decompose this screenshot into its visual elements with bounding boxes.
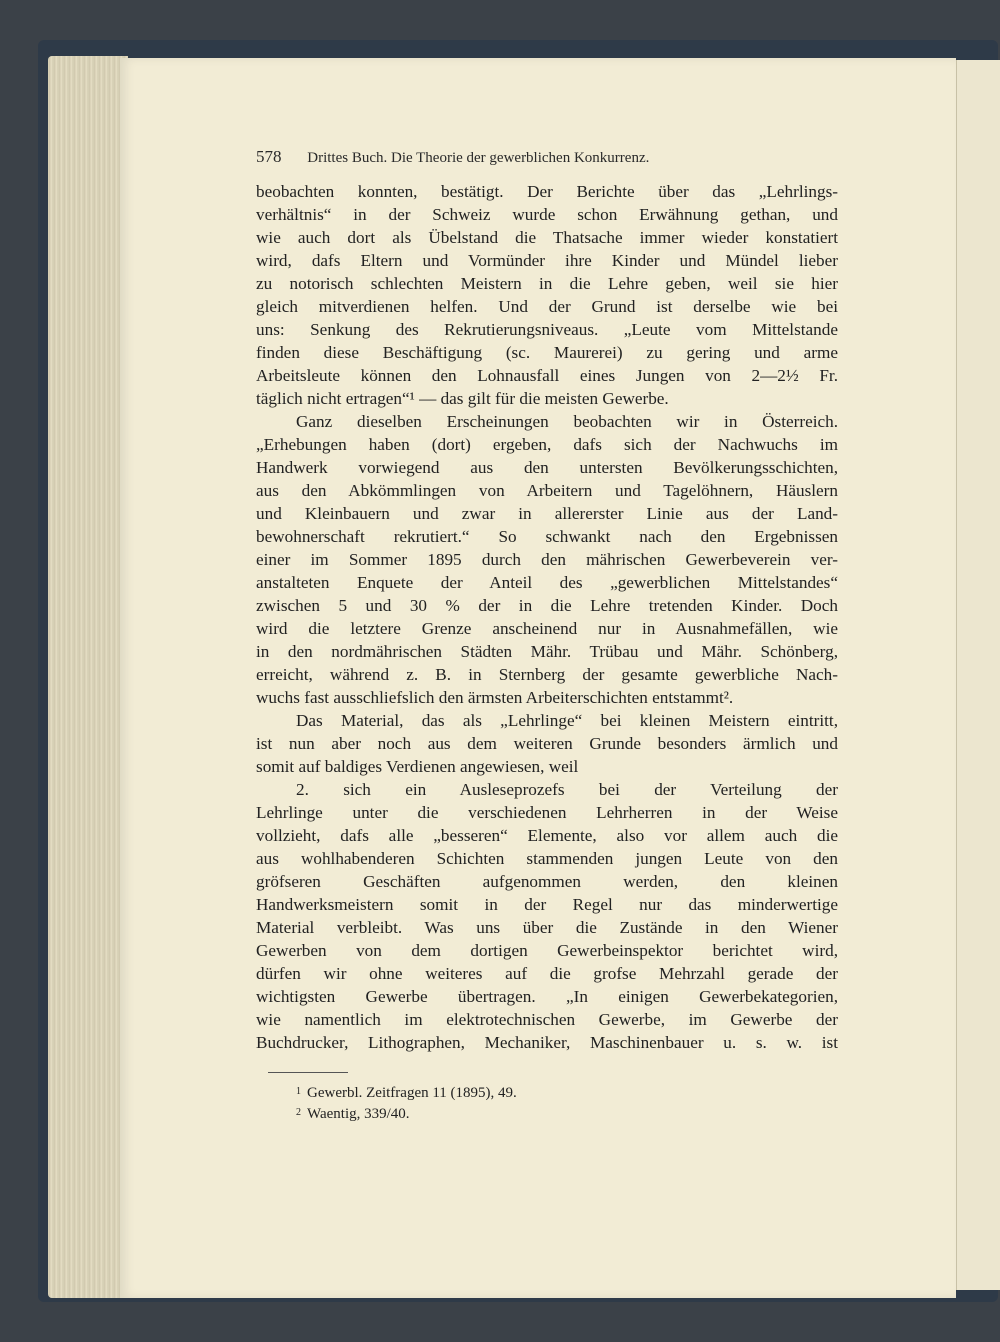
- text-line: wie namentlich im elektrotechnischen Gewerbe, im Gewerbe der: [256, 1010, 838, 1029]
- text-line: Handwerk vorwiegend aus den untersten Bevölkerungsschichten,: [256, 458, 838, 477]
- text-line: anstalteten Enquete der Anteil des „gewerblichen Mittelstandes“: [256, 573, 838, 592]
- footnotes: [296, 1082, 816, 1124]
- text-line: Arbeitsleute können den Lohnausfall eines Jungen von 2—2½ Fr.: [256, 366, 838, 385]
- text-line: ist nun aber noch aus dem weiteren Grunde besonders ärmlich und: [256, 734, 838, 753]
- text-line: wie auch dort als Übelstand die Thatsache immer wieder konstatiert: [256, 228, 838, 247]
- running-header: [256, 147, 838, 167]
- footnote-divider: [268, 1072, 348, 1073]
- text-line: Lehrlinge unter die verschiedenen Lehrherren in der Weise: [256, 803, 838, 822]
- text-line: beobachten konnten, bestätigt. Der Berichte über das „Lehrlings-: [256, 182, 838, 201]
- body-text: [256, 180, 838, 1054]
- footnote-text: Gewerbl. Zeitfragen 11 (1895), 49.: [307, 1085, 517, 1101]
- footnote: [296, 1082, 816, 1103]
- text-line: somit auf baldiges Verdienen angewiesen, weil: [256, 757, 579, 776]
- text-line: einer im Sommer 1895 durch den mährischen Gewerbeverein ver-: [256, 550, 838, 569]
- text-line: aus den Abkömmlingen von Arbeitern und Tagelöhnern, Häuslern: [256, 481, 838, 500]
- text-line: und Kleinbauern und zwar in allererster Linie aus der Land-: [256, 504, 838, 523]
- running-head-title: Drittes Buch. Die Theorie der gewerblichen Konkurrenz.: [307, 150, 650, 166]
- text-line: wuchs fast ausschliefslich den ärmsten Arbeiterschichten entstammt².: [256, 688, 734, 707]
- text-line: Material verbleibt. Was uns über die Zustände in den Wiener: [256, 918, 838, 937]
- text-line: verhältnis“ in der Schweiz wurde schon Erwähnung gethan, und: [256, 205, 838, 224]
- page-edges: [48, 56, 128, 1298]
- text-line: „Erhebungen haben (dort) ergeben, dafs sich der Nachwuchs im: [256, 435, 838, 454]
- text-line: wichtigsten Gewerbe übertragen. „In einigen Gewerbekategorien,: [256, 987, 838, 1006]
- text-line: Handwerksmeistern somit in der Regel nur das minderwertige: [256, 895, 838, 914]
- text-line: Buchdrucker, Lithographen, Mechaniker, Maschinenbauer u. s. w. ist: [256, 1033, 838, 1052]
- text-line: vollzieht, dafs alle „besseren“ Elemente, also vor allem auch die: [256, 826, 838, 845]
- facing-page-edge: [956, 60, 1000, 1290]
- text-line: wird die letztere Grenze anscheinend nur in Ausnahmefällen, wie: [256, 619, 838, 638]
- text-line: erreicht, während z. B. in Sternberg der gesamte gewerbliche Nach-: [256, 665, 838, 684]
- footnote: [296, 1103, 816, 1124]
- text-line: dürfen wir ohne weiteres auf die grofse Mehrzahl gerade der: [256, 964, 838, 983]
- text-line: in den nordmährischen Städten Mähr. Trübau und Mähr. Schönberg,: [256, 642, 838, 661]
- text-line: bewohnerschaft rekrutiert.“ So schwankt nach den Ergebnissen: [256, 527, 838, 546]
- text-line: zwischen 5 und 30 % der in die Lehre tretenden Kinder. Doch: [256, 596, 838, 615]
- footnote-text: Waentig, 339/40.: [307, 1106, 410, 1122]
- text-line: finden diese Beschäftigung (sc. Maurerei) zu gering und arme: [256, 343, 838, 362]
- text-line: aus wohlhabenderen Schichten stammenden jungen Leute von den: [256, 849, 838, 868]
- text-line: uns: Senkung des Rekrutierungsniveaus. „Leute vom Mittelstande: [256, 320, 838, 339]
- text-line: gleich mitverdienen helfen. Und der Grund ist derselbe wie bei: [256, 297, 838, 316]
- footnote-mark: 2: [296, 1107, 301, 1118]
- text-line: Gewerben von dem dortigen Gewerbeinspektor berichtet wird,: [256, 941, 838, 960]
- paragraph-start: Ganz dieselben Erscheinungen beobachten wir in Österreich.: [296, 412, 838, 431]
- text-line: zu notorisch schlechten Meistern in die Lehre geben, weil sie hier: [256, 274, 838, 293]
- paragraph-start: Das Material, das als „Lehrlinge“ bei kleinen Meistern eintritt,: [296, 711, 838, 730]
- page-number: 578: [256, 147, 282, 166]
- text-line: täglich nicht ertragen“¹ — das gilt für die meisten Gewerbe.: [256, 389, 669, 408]
- footnote-mark: 1: [296, 1086, 301, 1097]
- paragraph-start: 2. sich ein Ausleseprozefs bei der Verteilung der: [296, 780, 838, 799]
- text-line: wird, dafs Eltern und Vormünder ihre Kinder und Mündel lieber: [256, 251, 838, 270]
- text-line: gröfseren Geschäften aufgenommen werden, den kleinen: [256, 872, 838, 891]
